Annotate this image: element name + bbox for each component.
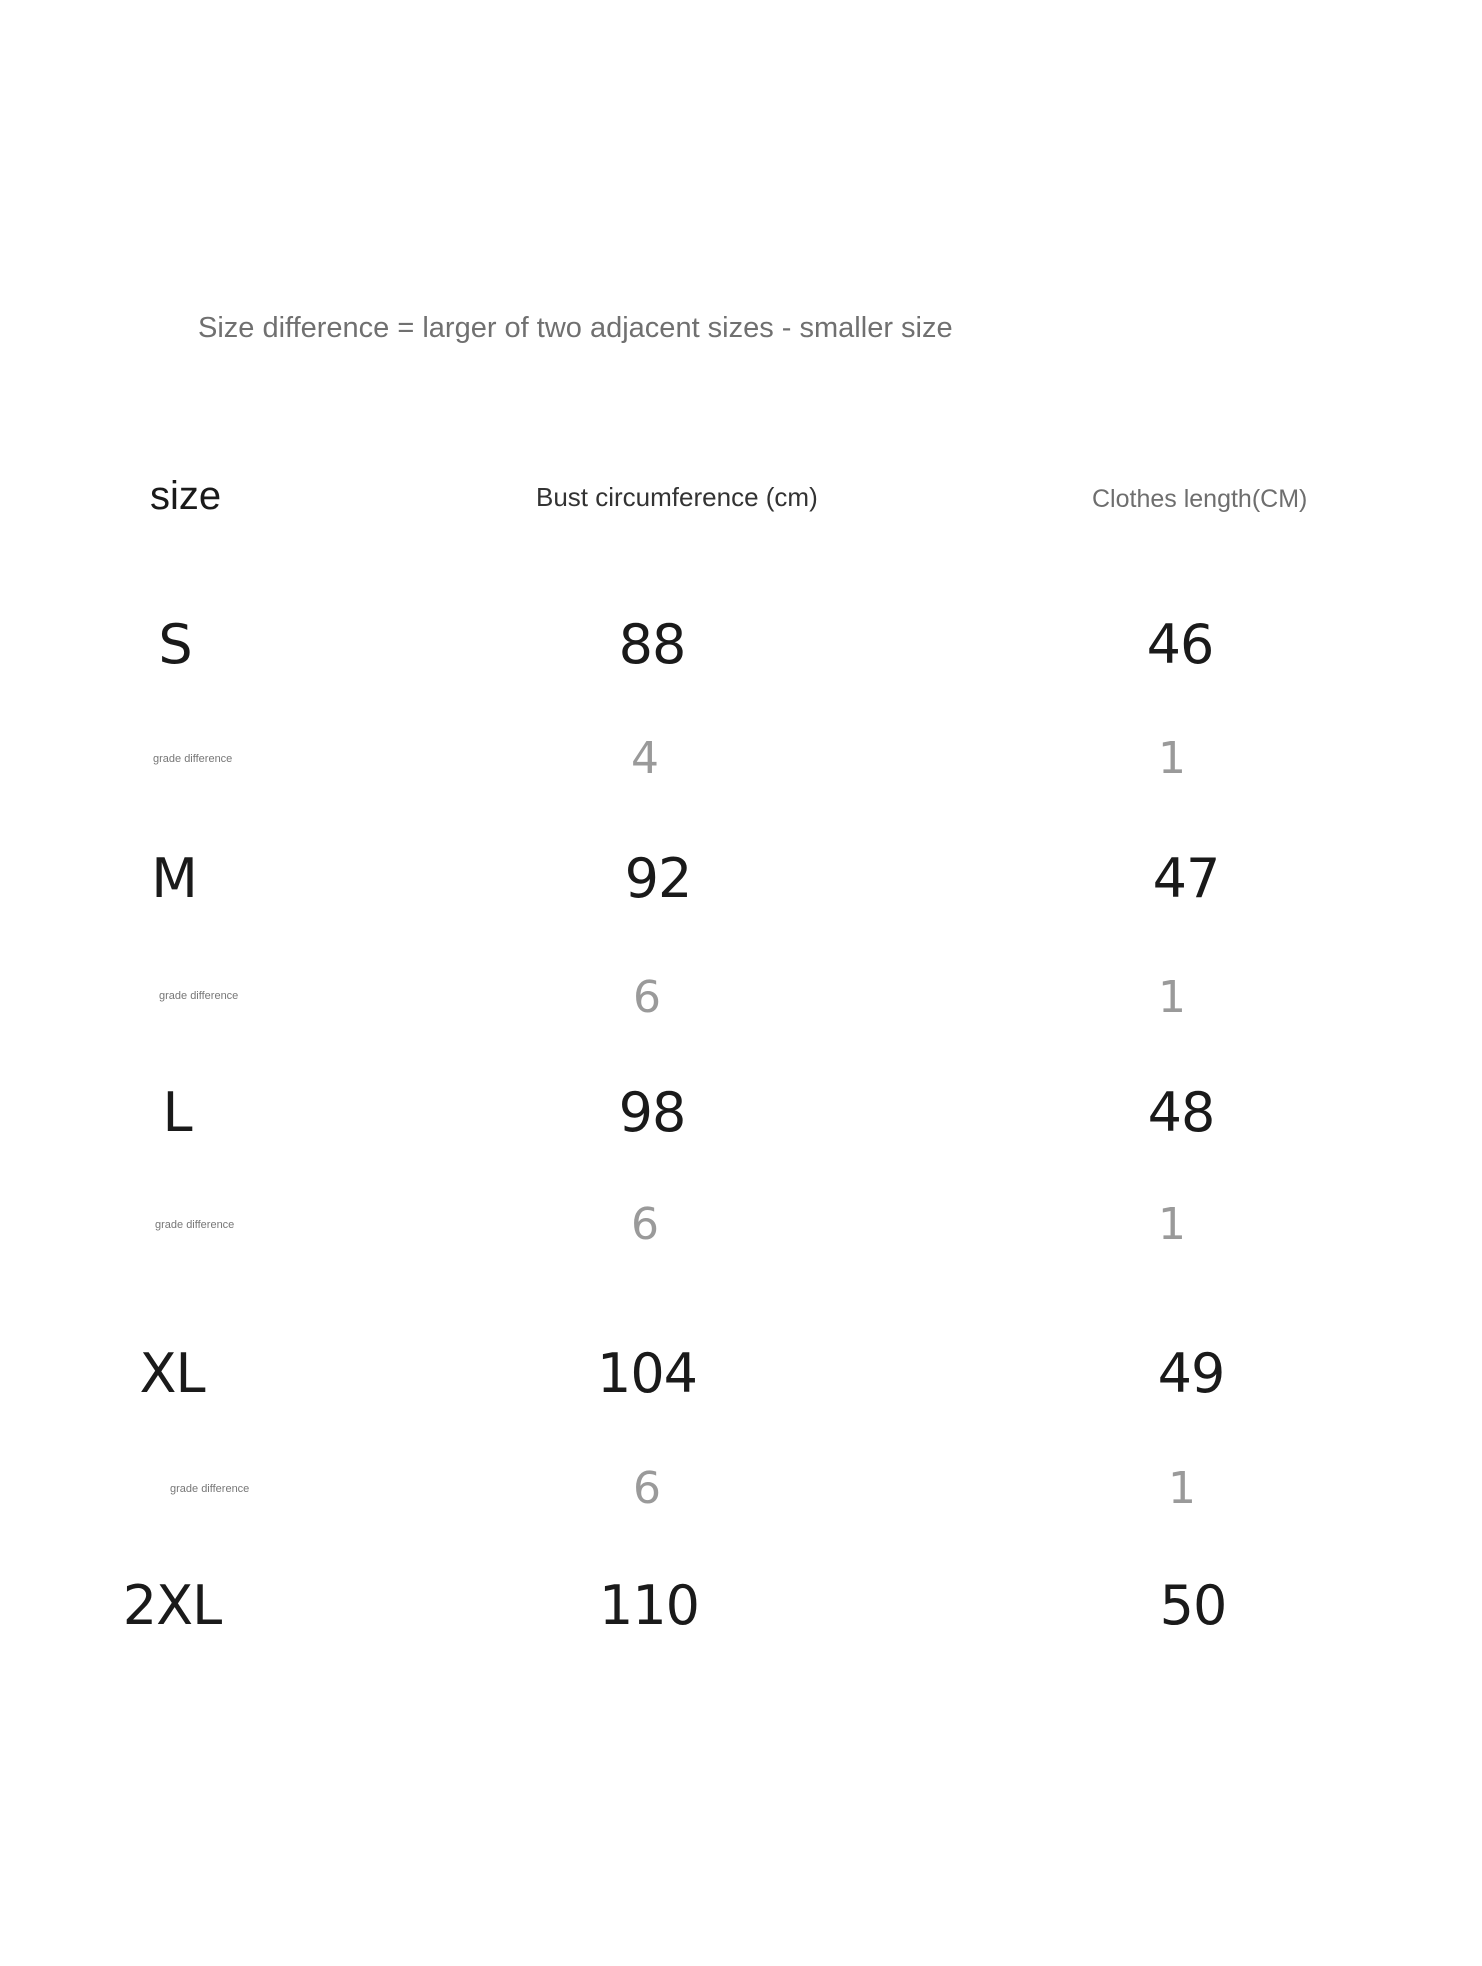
bust-value: 92 xyxy=(624,847,692,910)
grade-difference-label: grade difference xyxy=(155,1219,235,1231)
length-value: 47 xyxy=(1152,847,1220,910)
bust-difference: 6 xyxy=(633,1463,661,1514)
size-label: L xyxy=(162,1081,192,1144)
bust-value: 88 xyxy=(618,613,686,676)
header-clothes-length: Clothes length(CM) xyxy=(1092,485,1308,513)
bust-difference: 4 xyxy=(631,733,659,784)
size-label: 2XL xyxy=(122,1574,222,1637)
length-difference: 1 xyxy=(1158,1199,1186,1250)
bust-value: 110 xyxy=(598,1574,700,1637)
length-value: 46 xyxy=(1146,613,1214,676)
bust-difference: 6 xyxy=(633,972,661,1023)
header-size: size xyxy=(150,474,222,518)
length-difference: 1 xyxy=(1158,733,1186,784)
length-difference: 1 xyxy=(1158,972,1186,1023)
bust-value: 98 xyxy=(618,1081,686,1144)
length-difference: 1 xyxy=(1168,1463,1196,1514)
size-difference-note: Size difference = larger of two adjacent sizes - smaller size xyxy=(198,312,953,344)
size-label: M xyxy=(151,847,197,910)
bust-value: 104 xyxy=(596,1342,698,1405)
length-value: 50 xyxy=(1159,1574,1227,1637)
size-label: S xyxy=(158,613,192,676)
header-bust-circumference: Bust circumference (cm) xyxy=(536,482,818,512)
length-value: 49 xyxy=(1157,1342,1225,1405)
grade-difference-label: grade difference xyxy=(170,1483,250,1495)
grade-difference-label: grade difference xyxy=(159,990,239,1002)
length-value: 48 xyxy=(1147,1081,1215,1144)
grade-difference-label: grade difference xyxy=(153,753,233,765)
bust-difference: 6 xyxy=(631,1199,659,1250)
size-label: XL xyxy=(139,1342,205,1405)
